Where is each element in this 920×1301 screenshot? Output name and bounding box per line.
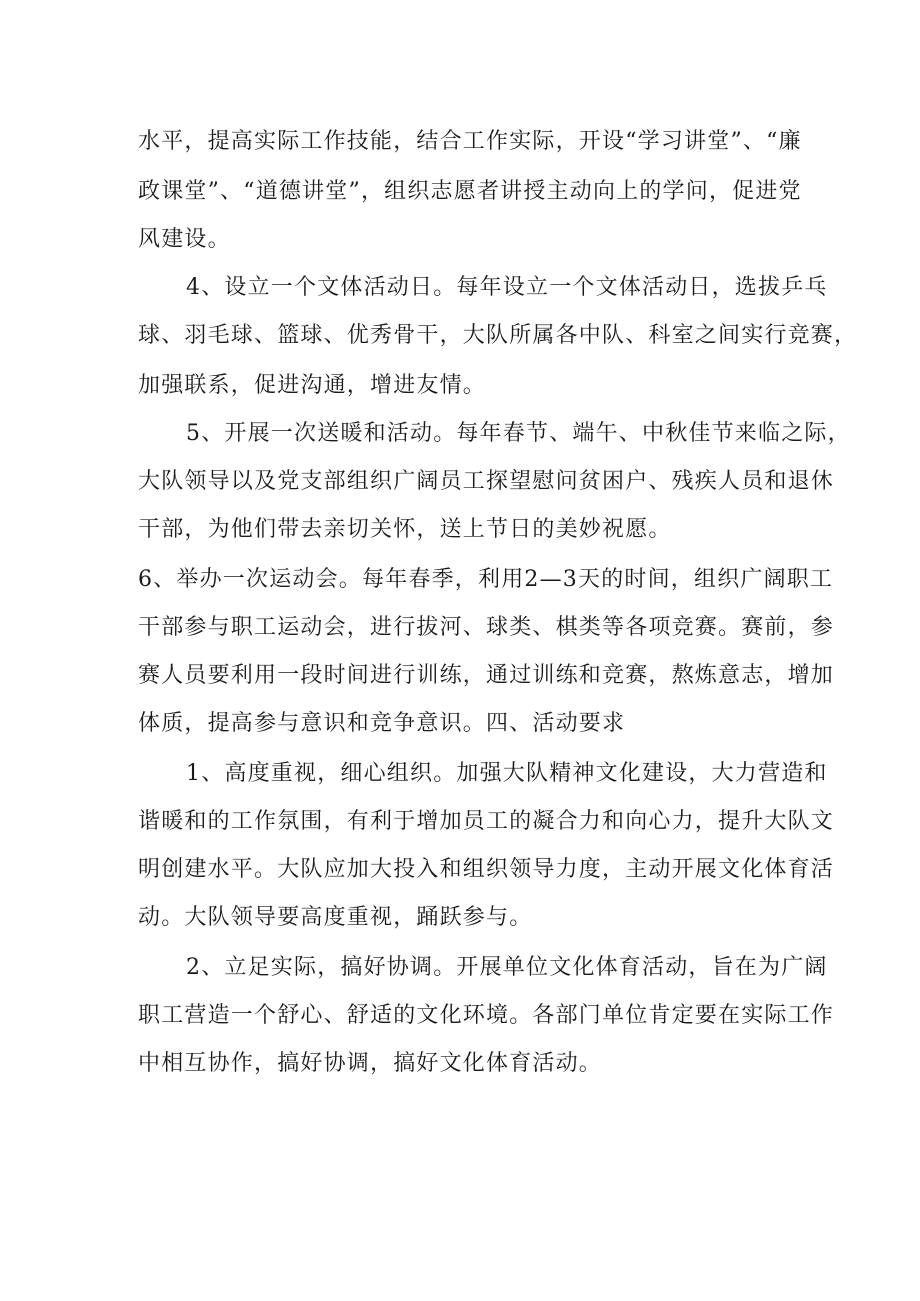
text-line: 中相互协作，搞好协调，搞好文化体育活动。 bbox=[138, 1051, 603, 1076]
text-line: 体质，提高参与意识和竞争意识。四、活动要求 bbox=[138, 711, 626, 736]
text-line: 大队领导以及党支部组织广阔员工探望慰问贫困户、残疾人员和退休 bbox=[138, 469, 835, 494]
requirement-1-start: 1、高度重视，细心组织。加强大队精神文化建设，大力营造和 bbox=[186, 761, 828, 786]
text-line: 加强联系，促进沟通，增进友情。 bbox=[138, 373, 487, 398]
text-line: 水平，提高实际工作技能，结合工作实际，开设“学习讲堂”、“廉 bbox=[138, 129, 802, 154]
text-line: 明创建水平。大队应加大投入和组织领导力度，主动开展文化体育活 bbox=[138, 857, 835, 882]
text-line: 谐暖和的工作氛围，有利于增加员工的凝合力和向心力，提升大队文 bbox=[138, 809, 835, 834]
text-line: 球、羽毛球、篮球、优秀骨干，大队所属各中队、科室之间实行竞赛， bbox=[138, 323, 858, 348]
text-line: 政课堂”、“道德讲堂”，组织志愿者讲授主动向上的学问，促进党 bbox=[138, 179, 802, 204]
text-line: 风建设。 bbox=[138, 227, 231, 252]
paragraph-6-start: 6、举办一次运动会。每年春季，利用2—3天的时间，组织广阔职工 bbox=[138, 567, 834, 592]
paragraph-5-start: 5、开展一次送暖和活动。每年春节、端午、中秋佳节来临之际， bbox=[186, 421, 851, 446]
paragraph-4-start: 4、设立一个文体活动日。每年设立一个文体活动日，选拔乒乓 bbox=[186, 275, 828, 300]
requirement-2-start: 2、立足实际，搞好协调。开展单位文化体育活动，旨在为广阔 bbox=[186, 955, 828, 980]
text-line: 职工营造一个舒心、舒适的文化环境。各部门单位肯定要在实际工作 bbox=[138, 1003, 835, 1028]
text-line: 干部，为他们带去亲切关怀，送上节日的美妙祝愿。 bbox=[138, 517, 672, 542]
text-line: 动。大队领导要高度重视，踊跃参与。 bbox=[138, 905, 533, 930]
text-line: 赛人员要利用一段时间进行训练，通过训练和竞赛，熬炼意志，增加 bbox=[138, 663, 835, 688]
text-line: 干部参与职工运动会，进行拔河、球类、棋类等各项竞赛。赛前，参 bbox=[138, 615, 835, 640]
